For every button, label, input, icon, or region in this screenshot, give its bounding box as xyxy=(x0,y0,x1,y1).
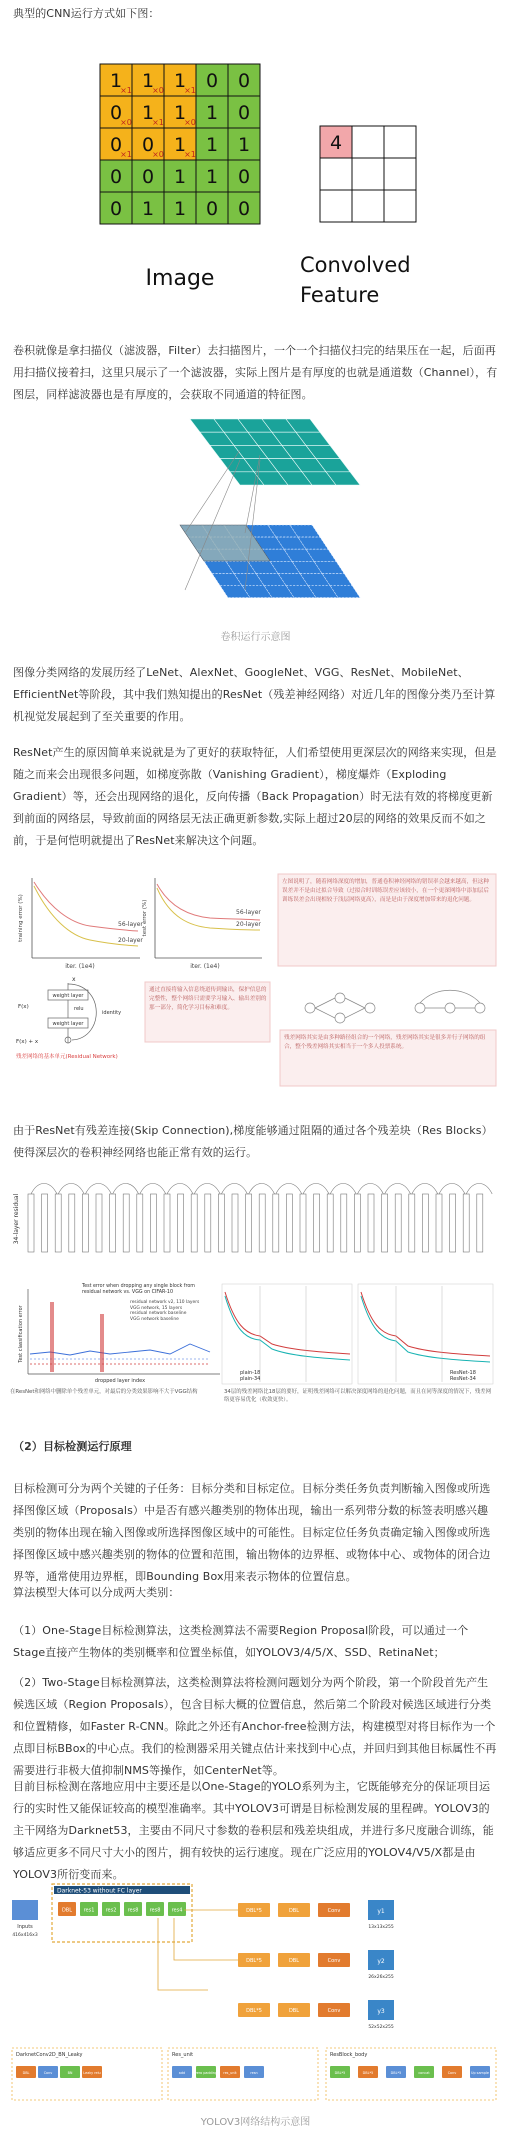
image-cell-value: 0 xyxy=(109,166,123,188)
skip-arc xyxy=(385,1184,411,1195)
image-cell-value: 0 xyxy=(141,134,155,156)
plot1-ylabel: training error (%) xyxy=(18,894,24,942)
paragraph-resnet: ResNet产生的原因简单来说就是为了更好的获取特征，人们希望使用更深层次的网络来实现，但是随之而来会出现很多问题，如梯度弥散（Vanishing Gradient），梯度爆炸（Exploding Gradient）等，还会出现网络的退化，反向传播（Back Propagation）时无法有效的将梯度更新到前面的网络层，导致前面的网络层无法正确更新参数,实际上超过20层的网络的效果反而不如之前，于是何恺明就提出了ResNet来解决这个问题。 xyxy=(13,746,497,847)
plot2-s1: 56-layer xyxy=(236,909,261,916)
output-label: y3 xyxy=(377,2008,385,2015)
image-cell-value: 1 xyxy=(141,198,155,220)
paragraph-detection: 目标检测可分为两个关键的子任务：目标分类和目标定位。目标分类任务负责判断输入图像或所选择图像区域（Proposals）中是否有感兴趣类别的物体出现，输出一系列带分数的标签表明感兴趣类别的物体出现在输入图像或所选择图像区域中的可能性。目标定位任务负责确定输入图像或所选择图像区域中感兴趣类别的物体的位置和范围，输出物体的边界框、或物体中心、或物体的闭合边界等，通常使用边界框，即Bounding Box用来表示物体的位置信息。 xyxy=(13,1482,491,1583)
legend-node-label: DBL xyxy=(22,2071,30,2075)
plot1-s2: 20-layer xyxy=(118,937,143,944)
layer-block xyxy=(395,1194,401,1252)
legend-node-label: Leaky relu xyxy=(83,2071,101,2075)
legend-title-1: Res_unit xyxy=(172,2052,194,2058)
layer-block xyxy=(205,1194,211,1252)
head-node-label: DBL*5 xyxy=(246,1958,262,1964)
block-wl1: weight layer xyxy=(52,993,84,999)
skip-arc xyxy=(357,1184,383,1195)
image-cell-value: 0 xyxy=(237,102,251,124)
image-cell-value: 1 xyxy=(237,134,251,156)
image-cell-value: 0 xyxy=(205,70,219,92)
skip-arc xyxy=(140,1184,166,1195)
chart1-title: Test error when dropping any single block from residual network vs. VGG on CIFAR-10 xyxy=(82,1284,207,1296)
skip-arc xyxy=(113,1184,139,1195)
paragraph-networks: 图像分类网络的发展历经了LeNet、AlexNet、GoogleNet、VGG、ResNet、MobileNet、EfficientNet等阶段，其中我们熟知提出的ResNet（残差神经网络）对近几年的图像分类乃至计算机视觉发展起到了至关重要的作用。 xyxy=(13,666,496,723)
skip-arc xyxy=(330,1184,356,1195)
input-plane xyxy=(180,525,360,598)
backbone-node-label: res4 xyxy=(171,1907,183,1914)
legend-node-label: Up sample xyxy=(470,2071,490,2075)
output-plane xyxy=(190,419,360,485)
kernel-weight: ×0 xyxy=(184,118,196,127)
skip-arc xyxy=(194,1184,220,1195)
layer-block xyxy=(246,1194,252,1252)
image-cell-value: 1 xyxy=(205,102,219,124)
head-node-label: DBL*5 xyxy=(246,2008,262,2014)
backbone-node-label: res8 xyxy=(127,1907,139,1914)
legend-node-label: BN xyxy=(67,2071,73,2075)
skip-arc xyxy=(221,1184,247,1195)
skip-arc xyxy=(303,1184,329,1195)
output-dim: 52x52x255 xyxy=(368,2025,394,2030)
test-error-plot xyxy=(142,878,262,970)
feature-cell xyxy=(320,190,352,222)
kernel-weight: ×1 xyxy=(120,150,132,159)
layer-block xyxy=(409,1194,415,1252)
legend2-a: plain-18 xyxy=(240,1370,261,1376)
layer-block xyxy=(273,1194,279,1252)
layer-block xyxy=(123,1194,129,1252)
note-shortcut: 通过直接将输入信息绕道传到输出，保护信息的完整性，整个网络只需要学习输入、输出差别的那一部分，简化学习目标和难度。 xyxy=(149,987,267,1011)
yolo-heads xyxy=(12,1900,394,2030)
skip-arc xyxy=(249,1184,275,1195)
head-node-label: Conv xyxy=(327,1908,341,1914)
layer-block xyxy=(382,1194,388,1252)
legend-node-label: concat xyxy=(418,2071,430,2075)
feature-cell xyxy=(352,190,384,222)
kernel-weight: ×1 xyxy=(184,86,196,95)
kernel-weight: ×0 xyxy=(152,86,164,95)
layer-block xyxy=(42,1194,48,1252)
chart1-legend-1: VGG network, 15 layers xyxy=(130,1305,183,1311)
legend2-b: plain-34 xyxy=(240,1376,261,1382)
paragraph-convolution: 卷积就像是拿扫描仪（滤波器，Filter）去扫描图片，一个一个扫描仪扫完的结果压在一起，后面再用扫描仪接着扫，这里只展示了一个滤波器，实际上图片是有厚度的也就是通道数（Channel），有图层，同样滤波器也是有厚度的，会获取不同通道的特征图。 xyxy=(13,344,498,401)
layer-block xyxy=(178,1194,184,1252)
feature-cell xyxy=(352,126,384,158)
resnet-chart xyxy=(358,1284,493,1384)
image-cell-value: 0 xyxy=(141,166,155,188)
layer-block xyxy=(150,1194,156,1252)
image-cell-value: 1 xyxy=(141,70,155,92)
image-cell-value: 1 xyxy=(205,134,219,156)
output-dim: 26x26x255 xyxy=(368,1975,394,1980)
yolo-connectors xyxy=(158,1907,238,1990)
feature-value: 4 xyxy=(329,132,343,154)
feature-cell xyxy=(352,158,384,190)
backbone-node-label: res8 xyxy=(149,1907,161,1914)
image-cell-value: 0 xyxy=(237,70,251,92)
block-caption: 残差网络的基本单元(Residual Network) xyxy=(16,1054,118,1060)
resnet34-figure xyxy=(10,1174,501,1424)
caption-yolo: YOLOV3网络结构示意图 xyxy=(200,2117,311,2128)
image-cell-value: 0 xyxy=(205,198,219,220)
image-cell-value: 0 xyxy=(109,198,123,220)
note-degradation: 左图说明了，随着网络深度的增加，普通卷积神经网络的错误率会越来越高，但这种误差并不是由过拟合导致（过拟合时训练误差应该较小，在一个更深网络中添加层后训练误差会出现相较于浅层网络更高），而是是由于深度增加带来的退化问题。 xyxy=(282,879,489,903)
plot1-xlabel: iter. (1e4) xyxy=(65,963,95,970)
legend-node-label: res_unit xyxy=(223,2071,237,2075)
legend-node-label: DBL*5 xyxy=(334,2071,346,2075)
kernel-weight: ×0 xyxy=(152,150,164,159)
legend-title-0: DarknetConv2D_BN_Leaky xyxy=(16,2052,83,2058)
output-dim: 13x13x255 xyxy=(368,1925,394,1930)
chart1-legend xyxy=(130,1300,210,1322)
block-fxx: F(x) + x xyxy=(16,1039,39,1045)
image-cell-value: 1 xyxy=(173,198,187,220)
feature-cell xyxy=(384,190,416,222)
plain-net-chart xyxy=(222,1284,352,1384)
image-cell-value: 0 xyxy=(237,166,251,188)
layer-block xyxy=(218,1194,224,1252)
feature-cell xyxy=(384,126,416,158)
intro-text: 典型的CNN运行方式如下图： xyxy=(13,7,160,20)
paragraph-skip-connection: 由于ResNet有残差连接(Skip Connection),梯度能够通过阻隔的通过各个残差块（Res Blocks）使得深层次的卷积神经网络也能正常有效的运行。 xyxy=(13,1124,493,1159)
layer-block xyxy=(422,1194,428,1252)
legend3-b: ResNet-34 xyxy=(450,1376,476,1382)
note-ensemble: 残差网络其实是由多种路径组合的一个网络，残差网络其实是很多并行子网络的组合，整个残差网络其实相当于一个多人投票系统。 xyxy=(284,1035,486,1050)
block-fx: F(x) xyxy=(18,1004,29,1010)
image-cell-value: 1 xyxy=(141,102,155,124)
block-wl2: weight layer xyxy=(52,1021,84,1027)
unrolled-view xyxy=(305,990,485,1023)
plot2-s2: 20-layer xyxy=(236,921,261,928)
layer-block xyxy=(164,1194,170,1252)
image-cell-value: 0 xyxy=(237,198,251,220)
section-heading: （2）目标检测运行原理 xyxy=(13,1440,132,1453)
feature-cell xyxy=(320,158,352,190)
image-grid xyxy=(100,64,260,224)
image-cell-value: 1 xyxy=(173,166,187,188)
layer-block xyxy=(191,1194,197,1252)
layer-block xyxy=(341,1194,347,1252)
kernel-weight: ×1 xyxy=(120,86,132,95)
layer-block xyxy=(300,1194,306,1252)
skip-arc xyxy=(167,1184,193,1195)
layer-block xyxy=(314,1194,320,1252)
feature-label-line2: Feature xyxy=(300,283,380,307)
yolo-backbone-nodes xyxy=(58,1902,186,1916)
skip-arc xyxy=(466,1184,492,1195)
head-node-label: Conv xyxy=(327,2008,341,2014)
paragraph-categories: 算法模型大体可以分成两大类别： xyxy=(13,1586,180,1599)
head-node-label: DBL xyxy=(288,1958,300,1964)
skip-arc xyxy=(439,1184,465,1195)
block-x: x xyxy=(72,976,76,983)
legend-title-2: ResBlock_body xyxy=(330,2052,368,2058)
legend-node-label: DBL*5 xyxy=(390,2071,402,2075)
plot1-s1: 56-layer xyxy=(118,921,143,928)
kernel-weight: ×1 xyxy=(152,118,164,127)
block-relu: relu xyxy=(74,1006,84,1012)
layer-block xyxy=(450,1194,456,1252)
layer-block xyxy=(96,1194,102,1252)
training-error-plot xyxy=(18,878,143,970)
layer-block xyxy=(327,1194,333,1252)
head-node-label: Conv xyxy=(327,1958,341,1964)
backbone-node-label: DBL xyxy=(61,1907,73,1914)
layer-block xyxy=(69,1194,75,1252)
backbone-node-label: res1 xyxy=(83,1907,95,1914)
head-node-label: DBL xyxy=(288,2008,300,2014)
caption-conv: 卷积运行示意图 xyxy=(220,632,291,643)
skip-arc xyxy=(412,1184,438,1195)
image-cell-value: 1 xyxy=(173,70,187,92)
layer-block xyxy=(368,1194,374,1252)
yolo-input-dim: 416x416x3 xyxy=(12,1933,38,1938)
image-cell-value: 1 xyxy=(173,134,187,156)
res34-caption-left: 在ResNet和网络中删除单个残差单元，对最后的分类效果影响不大于VGG结构 xyxy=(10,1389,198,1395)
residual-block-diagram xyxy=(16,976,121,1060)
res34-label: 34-layer residual xyxy=(13,1193,20,1245)
legend-node-label: resn xyxy=(250,2071,258,2075)
chart1-xlabel: dropped layer index xyxy=(94,1378,146,1384)
layer-block xyxy=(259,1194,265,1252)
head-node-label: DBL*5 xyxy=(246,1908,262,1914)
legend3-a: ResNet-18 xyxy=(450,1370,476,1376)
skip-arc xyxy=(31,1184,57,1195)
layer-block xyxy=(436,1194,442,1252)
layer-block xyxy=(137,1194,143,1252)
layer-block xyxy=(232,1194,238,1252)
head-node-label: DBL xyxy=(288,1908,300,1914)
layer-block xyxy=(82,1194,88,1252)
kernel-weight: ×1 xyxy=(184,150,196,159)
yolo-legend-items xyxy=(16,2066,490,2078)
backbone-node-label: res2 xyxy=(105,1907,117,1914)
plot2-ylabel: test error (%) xyxy=(142,899,148,937)
chart1-legend-0: residual network v2, 110 layers xyxy=(130,1300,200,1305)
res34-caption-right: 34层的残差网络比18层的要好，证明残差网络可以解决深度网络的退化问题，而且在同等深度的情况下，残差网络更容易优化（收敛更快）。 xyxy=(224,1389,492,1403)
plot2-xlabel: iter. (1e4) xyxy=(190,963,220,970)
conv-3d-illustration xyxy=(150,415,390,625)
output-label: y2 xyxy=(377,1958,385,1965)
image-label: Image xyxy=(145,266,215,291)
layer-block xyxy=(55,1194,61,1252)
chart1-legend-2: residual network baseline xyxy=(130,1311,187,1316)
block-identity: identity xyxy=(102,1010,122,1016)
yolo-title: Darknet-53 without FC layer xyxy=(57,1887,142,1895)
layer-block xyxy=(477,1194,483,1252)
paragraph-one-stage: （1）One-Stage目标检测算法，这类检测算法不需要Region Proposal阶段，可以通过一个Stage直接产生物体的类别概率和位置坐标值，如YOLOV3/4/5/X、SSD、RetinaNet； xyxy=(13,1624,469,1659)
image-cell-value: 1 xyxy=(109,70,123,92)
layer-block xyxy=(110,1194,116,1252)
kernel-weight: ×0 xyxy=(120,118,132,127)
legend-node-label: Conv xyxy=(43,2071,53,2075)
res34-blocks xyxy=(28,1184,492,1253)
yolo-input-label: Inputs xyxy=(17,1924,33,1930)
legend-node-label: add xyxy=(178,2071,186,2075)
layer-block xyxy=(463,1194,469,1252)
chart1-ylabel: Test classification error xyxy=(18,1305,24,1363)
skip-arc xyxy=(276,1184,302,1195)
paragraph-two-stage: （2）Two-Stage目标检测算法，这类检测算法将检测问题划分为两个阶段，第一个阶段首先产生候选区域（Region Proposals），包含目标大概的位置信息，然后第二个阶段对候选区域进行分类和位置精修，如Faster R-CNN。除此之外还有Anchor-free检测方法，构建模型对将目标作为一个点即目标BBox的中心点。我们的检测器采用关键点估计来找到中心点，并回归到其他目标属性不再需要进行非极大值抑制NMS等操作，如CenterNet等。 xyxy=(13,1676,497,1777)
yolov3-diagram xyxy=(8,1880,503,2108)
legend-node-label: Conv xyxy=(447,2071,457,2075)
image-cell-value: 1 xyxy=(205,166,219,188)
image-cell-value: 0 xyxy=(109,134,123,156)
resnet-collage xyxy=(10,868,501,1103)
paragraph-yolo: 目前目标检测在落地应用中主要还是以One-Stage的YOLO系列为主，它既能够充分的保证项目运行的实时性又能保证较高的模型准确率。其中YOLOV3可谓是目标检测发展的里程碑。YOLOV3的主干网络为Darknet53，主要由不同尺寸参数的卷积层和残差块组成，并进行多尺度融合训练，能够适应更多不同尺寸大小的图片，拥有较快的运行速度。现在广泛应用的YOLOV4/V5/X都是由YOLOV3所衍变而来。 xyxy=(13,1780,494,1881)
skip-arc xyxy=(85,1184,111,1195)
feature-cell xyxy=(384,158,416,190)
feature-grid xyxy=(320,126,416,222)
chart1-legend-3: VGG network baseline xyxy=(130,1316,179,1322)
skip-arc xyxy=(58,1184,84,1195)
legend-node-label: zero padding xyxy=(194,2071,218,2075)
layer-block xyxy=(354,1194,360,1252)
legend-node-label: DBL*5 xyxy=(362,2071,374,2075)
convolution-figure xyxy=(0,30,511,330)
feature-label-line1: Convolved xyxy=(300,253,411,277)
image-cell-value: 1 xyxy=(173,102,187,124)
layer-block xyxy=(286,1194,292,1252)
layer-block xyxy=(28,1194,34,1252)
output-label: y1 xyxy=(377,1908,385,1915)
image-cell-value: 0 xyxy=(109,102,123,124)
